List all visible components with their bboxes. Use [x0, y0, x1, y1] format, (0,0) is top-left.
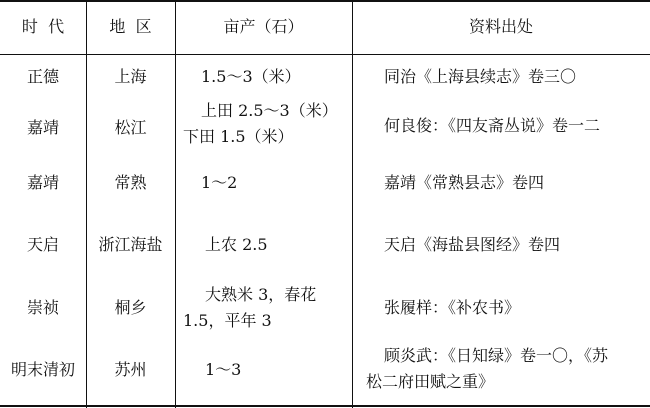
header-era: 时 代: [21, 17, 65, 36]
row-region: 浙江海盐: [98, 235, 163, 254]
row-region: 松江: [114, 118, 147, 137]
table-top-rule: [0, 0, 650, 2]
row-era: 嘉靖: [26, 173, 59, 192]
row-source: 顾炎武：《日知绿》卷一〇，《苏: [384, 346, 609, 365]
row-era: 正德: [26, 67, 59, 86]
row-source: 嘉靖《常熟县志》卷四: [384, 173, 545, 192]
row-region: 苏州: [114, 360, 147, 379]
row-yield: 1～2: [201, 173, 238, 192]
row-yield: 1～3: [205, 360, 242, 379]
column-divider-3: [352, 0, 353, 408]
column-divider-1: [86, 0, 87, 408]
row-era: 明末清初: [10, 360, 75, 379]
row-era: 嘉靖: [26, 118, 59, 137]
row-yield: 大熟米 3，春花: [205, 285, 317, 304]
header-rule: [0, 54, 650, 55]
row-era: 天启: [26, 235, 59, 254]
row-region: 桐乡: [114, 298, 147, 317]
row-region: 常熟: [114, 173, 147, 192]
row-era: 崇祯: [26, 298, 59, 317]
row-yield: 1.5，平年 3: [183, 311, 272, 330]
header-source: 资料出处: [468, 17, 533, 36]
header-yield: 亩产（石）: [223, 17, 304, 36]
row-yield: 上田 2.5～3（米）: [201, 101, 338, 120]
column-divider-2: [175, 0, 176, 408]
row-yield: 1.5～3（米）: [201, 67, 301, 86]
row-source: 何良俊：《四友斋丛说》卷一二: [384, 116, 601, 135]
row-yield: 上农 2.5: [205, 235, 268, 254]
row-yield: 下田 1.5（米）: [183, 127, 294, 146]
row-source: 天启《海盐县图经》卷四: [384, 235, 561, 254]
header-region: 地 区: [109, 17, 152, 36]
row-source: 同治《上海县续志》卷三〇: [384, 67, 577, 86]
row-region: 上海: [114, 67, 147, 86]
table-bottom-rule: [0, 405, 650, 407]
row-source: 张履样：《补农书》: [384, 298, 521, 317]
row-source: 松二府田赋之重》: [366, 372, 495, 391]
